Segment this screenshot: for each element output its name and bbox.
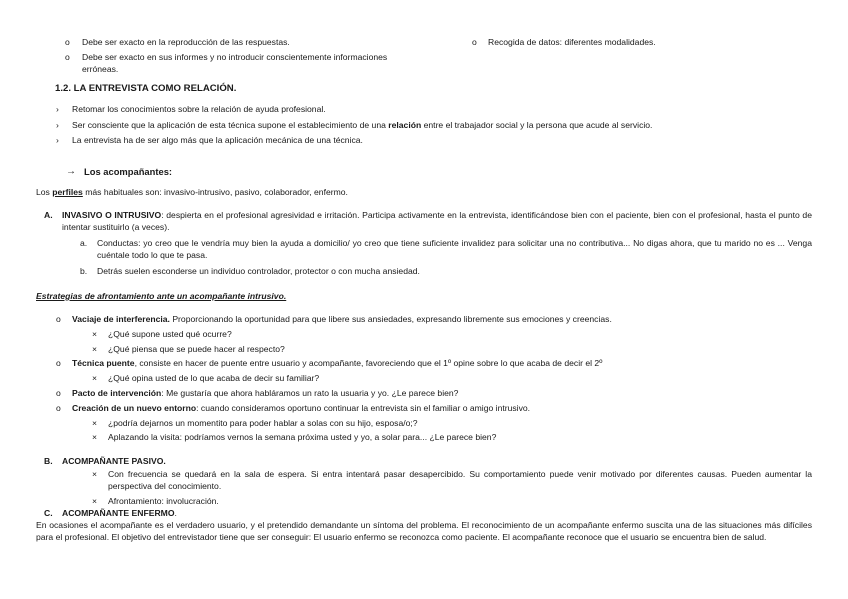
strategy-sub: ¿podría dejarnos un momentito para poder hablar a solas con su hijo, esposa/o;? bbox=[108, 418, 418, 428]
strategy-text: Proporcionando la oportunidad para que libere sus ansiedades, expresando libremente sus emociones y creencias. bbox=[169, 314, 612, 324]
strategy-item bbox=[72, 403, 530, 415]
strategy-item bbox=[72, 314, 612, 326]
section-a-sub: Conductas: yo creo que le vendría muy bien la ayuda a domicilio/ yo creo que tiene suficiente invalidez para solicitar una no contributiva... No digas ahora, que tu marido no es ... Venga cuéntale todo lo que te pasa. bbox=[97, 238, 812, 260]
arrow-icon: → bbox=[66, 166, 76, 177]
section-b-sub: Con frecuencia se quedará en la sala de espera. Si entra intentará pasar desapercibido. Su comportamiento puede venir motivado por diferentes causas. Pueden aumentar la perspectiva del conocimiento. bbox=[108, 469, 812, 491]
chevron-bullet-icon: › bbox=[56, 104, 59, 114]
cross-bullet-icon: × bbox=[92, 469, 98, 479]
section-c-title-end: . bbox=[174, 508, 177, 518]
strategy-text: : cuando consideramos oportuno continuar la entrevista sin el familiar o amigo intrusivo. bbox=[196, 403, 531, 413]
section-b-letter: B. bbox=[44, 456, 53, 466]
cross-bullet-icon: × bbox=[92, 432, 98, 442]
section-a-title: INVASIVO O INTRUSIVO bbox=[62, 210, 162, 220]
circle-bullet-icon: o bbox=[56, 358, 61, 368]
strategy-title: Técnica puente bbox=[72, 358, 135, 368]
strategy-title: Pacto de intervención bbox=[72, 388, 162, 398]
chevron-bullet-icon: › bbox=[56, 120, 59, 130]
section-a-paragraph bbox=[62, 210, 812, 233]
profiles-text: Los bbox=[36, 187, 53, 197]
profiles-line bbox=[36, 187, 348, 199]
strategy-title: Creación de un nuevo entorno bbox=[72, 403, 197, 413]
section-c-heading bbox=[62, 508, 177, 520]
section-a-letter: A. bbox=[44, 210, 53, 220]
cross-bullet-icon: × bbox=[92, 373, 98, 383]
circle-bullet-icon: o bbox=[56, 388, 61, 398]
acomp-heading: Los acompañantes: bbox=[84, 166, 173, 177]
strategy-sub: Aplazando la visita: podríamos vernos la semana próxima usted y yo, a solar para... ¿Le parece bien? bbox=[108, 432, 497, 442]
profiles-bold: perfiles bbox=[52, 187, 83, 197]
strategy-item bbox=[72, 388, 458, 400]
section-b-sub: Afrontamiento: involucración. bbox=[108, 496, 219, 506]
profiles-text: más habituales son: invasivo-intrusivo, pasivo, colaborador, enfermo. bbox=[82, 187, 348, 197]
strategy-text: : Me gustaría que ahora habláramos un rato la usuaria y yo. ¿Le parece bien? bbox=[161, 388, 459, 398]
cross-bullet-icon: × bbox=[92, 344, 98, 354]
cross-bullet-icon: × bbox=[92, 329, 98, 339]
strategy-item bbox=[72, 358, 602, 370]
relation-item: La entrevista ha de ser algo más que la aplicación mecánica de una técnica. bbox=[72, 135, 363, 145]
section-a-sub-letter: b. bbox=[80, 266, 88, 276]
strategy-title: Vaciaje de interferencia. bbox=[72, 314, 170, 324]
top-list-item-right: Recogida de datos: diferentes modalidades. bbox=[488, 37, 656, 47]
section-a-sub-letter: a. bbox=[80, 238, 88, 248]
cross-bullet-icon: × bbox=[92, 496, 98, 506]
strategy-sub: ¿Qué piensa que se puede hacer al respecto? bbox=[108, 344, 285, 354]
top-list-item: Debe ser exacto en sus informes y no introducir conscientemente informaciones erróneas. bbox=[82, 52, 388, 74]
section-c-letter: C. bbox=[44, 508, 53, 518]
circle-bullet-icon: o bbox=[65, 37, 70, 47]
relation-item-text: Ser consciente que la aplicación de esta técnica supone el establecimiento de una bbox=[72, 120, 389, 130]
circle-bullet-icon: o bbox=[65, 52, 70, 62]
section-c-paragraph: En ocasiones el acompañante es el verdadero usuario, y el pretendido demandante un síntoma del problema. El reconocimiento de un acompañante enfermo suscita una de las situaciones más difíciles para el profesional. El objetivo del entrevistador tiene que ser conseguir: El usuario enfermo se reconozca como paciente. El acompañante reconoce que el usuario se encuentra bien de salud. bbox=[36, 520, 812, 542]
circle-bullet-icon: o bbox=[472, 37, 477, 47]
section-b-title: ACOMPAÑANTE PASIVO. bbox=[62, 456, 166, 466]
strategy-sub: ¿Qué supone usted qué ocurre? bbox=[108, 329, 232, 339]
section-c-title: ACOMPAÑANTE ENFERMO bbox=[62, 508, 175, 518]
cross-bullet-icon: × bbox=[92, 418, 98, 428]
section-a-text: : despierta en el profesional agresividad e irritación. Participa activamente en la entrevista, identificándose bien con el paciente, bien con el profesional, hasta el punto de intentar sustituirlo (a veces). bbox=[62, 210, 812, 232]
relation-item-text: entre el trabajador social y la persona que acude al servicio. bbox=[421, 120, 653, 130]
relation-item-bold: relación bbox=[388, 120, 422, 130]
circle-bullet-icon: o bbox=[56, 403, 61, 413]
section-title: 1.2. LA ENTREVISTA COMO RELACIÓN. bbox=[55, 83, 237, 94]
relation-item: Retomar los conocimientos sobre la relación de ayuda profesional. bbox=[72, 104, 326, 114]
top-list-item: Debe ser exacto en la reproducción de las respuestas. bbox=[82, 37, 290, 47]
strategies-title: Estrategias de afrontamiento ante un acompañante intrusivo. bbox=[36, 291, 287, 301]
section-a-sub: Detrás suelen esconderse un individuo controlador, protector o con mucha ansiedad. bbox=[97, 266, 420, 276]
strategy-text: , consiste en hacer de puente entre usuario y acompañante, favoreciendo que el 1º opine sobre lo que acaba de decir el 2º bbox=[134, 358, 603, 368]
relation-item bbox=[72, 120, 652, 132]
chevron-bullet-icon: › bbox=[56, 135, 59, 145]
strategy-sub: ¿Qué opina usted de lo que acaba de decir su familiar? bbox=[108, 373, 320, 383]
circle-bullet-icon: o bbox=[56, 314, 61, 324]
